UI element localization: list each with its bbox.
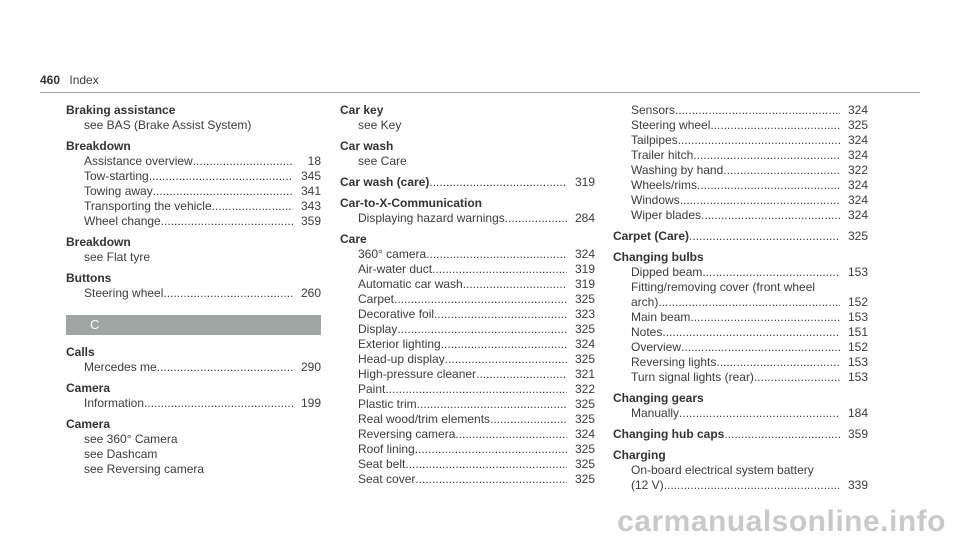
page-number: 460 (40, 73, 61, 87)
index-term: Camera (66, 381, 111, 395)
page-ref[interactable]: 199 (300, 396, 321, 410)
subentry-label: Displaying hazard warnings (358, 211, 505, 225)
dot-leader (693, 148, 840, 163)
see-reference: see Reversing camera (84, 462, 205, 476)
index-subentry[interactable] (613, 193, 868, 208)
index-subentry[interactable] (613, 148, 868, 163)
subentry-label: Assistance overview (84, 154, 193, 168)
index-subentry[interactable] (613, 406, 868, 421)
index-subentry[interactable] (66, 396, 321, 411)
index-subentry[interactable] (66, 286, 321, 301)
subentry-label: Steering wheel (631, 118, 711, 132)
dot-leader (701, 208, 840, 223)
subentry-label: Wheel change (84, 214, 161, 228)
subentry-label: Plastic trim (358, 397, 417, 411)
index-subentry[interactable] (613, 295, 868, 310)
index-entry (340, 175, 595, 190)
dot-leader (710, 118, 840, 133)
page-ref[interactable]: 153 (847, 370, 868, 384)
page-ref[interactable]: 151 (847, 325, 868, 339)
dot-leader (662, 325, 840, 340)
subentry-label: Windows (631, 193, 680, 207)
dot-leader (434, 307, 567, 322)
index-subentry[interactable] (340, 442, 595, 457)
subentry-label: High-pressure cleaner (358, 367, 477, 381)
page-ref[interactable]: 18 (307, 154, 321, 168)
index-entry (66, 381, 321, 411)
index-entry (340, 103, 595, 133)
dot-leader (212, 199, 293, 214)
page-header-title: Index (69, 73, 99, 87)
subentry-label: (12 V) (631, 478, 664, 492)
page-ref[interactable]: 341 (300, 184, 321, 198)
index-term: Camera (66, 417, 111, 431)
dot-leader (678, 133, 840, 148)
page-ref[interactable]: 152 (847, 340, 868, 354)
page-ref[interactable]: 153 (847, 310, 868, 324)
dot-leader (664, 478, 840, 493)
index-entry (613, 427, 868, 442)
index-subentry[interactable] (613, 208, 868, 223)
index-subentry[interactable] (340, 427, 595, 442)
index-subentry[interactable] (613, 370, 868, 385)
dot-leader (445, 352, 567, 367)
dot-leader (476, 367, 567, 382)
index-entry (340, 139, 595, 169)
index-subentry[interactable] (613, 118, 868, 133)
page-ref[interactable]: 153 (847, 355, 868, 369)
index-term: Car wash (340, 139, 394, 153)
page-ref[interactable]: 325 (574, 352, 595, 366)
page-ref[interactable]: 324 (847, 178, 868, 192)
index-entry (340, 232, 595, 487)
index-subentry[interactable] (613, 325, 868, 340)
page-ref[interactable]: 284 (574, 211, 595, 225)
dot-leader (702, 265, 840, 280)
index-entry (613, 229, 868, 244)
index-term: Car wash (care) (340, 175, 430, 189)
dot-leader (754, 370, 840, 385)
see-reference: see Care (358, 154, 407, 168)
page-ref[interactable]: 152 (847, 295, 868, 309)
index-term: Carpet (Care) (613, 229, 690, 243)
subentry-label: Tailpipes (631, 133, 678, 147)
dot-leader (690, 310, 840, 325)
subentry-label: Transporting the vehicle (84, 199, 212, 213)
index-term: Charging (613, 448, 666, 462)
dot-leader (385, 382, 567, 397)
subentry-label: Seat belt (358, 457, 406, 471)
index-term: Car-to-X-Communication (340, 196, 482, 210)
subentry-label: Real wood/trim elements (358, 412, 491, 426)
index-entry (613, 448, 868, 493)
dot-leader (455, 427, 567, 442)
index-term: Breakdown (66, 139, 131, 153)
subentry-label: Reversing lights (631, 355, 717, 369)
dot-leader (681, 340, 840, 355)
subentry-label: arch) (631, 295, 659, 309)
page-ref[interactable]: 319 (574, 262, 595, 276)
index-entry (340, 196, 595, 226)
index-subentry[interactable] (613, 340, 868, 355)
page-ref[interactable]: 322 (847, 163, 868, 177)
index-subentry[interactable] (340, 292, 595, 307)
section-letter-bar: C (66, 315, 321, 335)
dot-leader (441, 337, 567, 352)
page-ref[interactable]: 343 (300, 199, 321, 213)
index-entry (66, 271, 321, 301)
dot-leader (505, 211, 567, 226)
page-ref[interactable]: 359 (847, 427, 868, 441)
page-ref[interactable]: 339 (847, 478, 868, 492)
subentry-label: Air-water duct (358, 262, 433, 276)
subentry-label: Paint (358, 382, 386, 396)
index-subentry[interactable] (340, 247, 595, 262)
index-term: Breakdown (66, 235, 131, 249)
page-ref[interactable]: 324 (847, 193, 868, 207)
subentry-label: Steering wheel (84, 286, 164, 300)
subentry-label: Dipped beam (631, 265, 703, 279)
page-header (40, 73, 99, 88)
index-subentry[interactable] (340, 472, 595, 487)
see-reference: see Key (358, 118, 402, 132)
page-ref[interactable]: 324 (574, 247, 595, 261)
dot-leader (397, 322, 567, 337)
page-ref[interactable]: 325 (574, 472, 595, 486)
subentry-label: Exterior lighting (358, 337, 441, 351)
page-ref[interactable]: 345 (300, 169, 321, 183)
subentry-label: Reversing camera (358, 427, 456, 441)
index-term: Changing gears (613, 391, 704, 405)
subentry-label: Main beam (631, 310, 691, 324)
subentry-label: Head-up display (358, 352, 445, 366)
index-subentry[interactable] (613, 310, 868, 325)
index-subentry[interactable] (340, 262, 595, 277)
subentry-label: Washing by hand (631, 163, 724, 177)
dot-leader (161, 214, 293, 229)
dot-leader (394, 292, 567, 307)
page-ref[interactable]: 325 (574, 442, 595, 456)
subentry-label: Towing away (84, 184, 153, 198)
index-subentry[interactable] (66, 199, 321, 214)
index-subentry[interactable] (66, 214, 321, 229)
index-subentry[interactable] (340, 457, 595, 472)
dot-leader (463, 277, 567, 292)
index-entry (66, 235, 321, 265)
index-term-row[interactable] (613, 229, 868, 244)
index-entry (66, 345, 321, 375)
page-ref[interactable]: 323 (574, 307, 595, 321)
subentry-label: Display (358, 322, 398, 336)
watermark: carmanualsonline.info (617, 505, 946, 538)
index-subentry[interactable] (613, 103, 868, 118)
subentry-label: Trailer hitch (631, 148, 694, 162)
dot-leader (723, 163, 840, 178)
page-ref[interactable]: 325 (574, 412, 595, 426)
index-subentry[interactable] (340, 337, 595, 352)
dot-leader (417, 397, 567, 412)
page-ref[interactable]: 319 (574, 175, 595, 189)
page-ref[interactable]: 325 (574, 397, 595, 411)
dot-leader (716, 355, 840, 370)
subentry-label: Wiper blades (631, 208, 702, 222)
subentry-label: Information (84, 396, 145, 410)
dot-leader (405, 457, 567, 472)
index-subentry[interactable] (613, 478, 868, 493)
index-term: Buttons (66, 271, 112, 285)
index-column-1 (66, 103, 321, 483)
index-term: Care (340, 232, 367, 246)
index-subentry[interactable] (340, 397, 595, 412)
subentry-label-wrapped: Fitting/removing cover (front wheel (631, 280, 816, 294)
index-entry (613, 250, 868, 385)
dot-leader (415, 442, 567, 457)
subentry-label: Mercedes me (84, 360, 157, 374)
index-subentry[interactable] (340, 277, 595, 292)
subentry-label: Carpet (358, 292, 395, 306)
dot-leader (724, 427, 840, 442)
page-ref[interactable]: 324 (847, 133, 868, 147)
see-reference: see BAS (Brake Assist System) (84, 118, 252, 132)
index-entry (613, 391, 868, 421)
header-divider (40, 92, 920, 93)
dot-leader (144, 396, 293, 411)
subentry-label: 360° camera (358, 247, 427, 261)
index-subentry[interactable] (613, 178, 868, 193)
dot-leader (697, 178, 840, 193)
index-term: Changing bulbs (613, 250, 704, 264)
dot-leader (426, 247, 567, 262)
dot-leader (149, 169, 293, 184)
page-ref[interactable]: 290 (300, 360, 321, 374)
page-ref[interactable]: 324 (574, 337, 595, 351)
page-ref[interactable]: 325 (574, 322, 595, 336)
subentry-label: Notes (631, 325, 663, 339)
index-subentry[interactable] (613, 163, 868, 178)
index-term: Calls (66, 345, 95, 359)
dot-leader (680, 193, 840, 208)
index-subentry[interactable] (340, 352, 595, 367)
dot-leader (429, 175, 567, 190)
index-subentry[interactable] (340, 322, 595, 337)
see-reference: see Flat tyre (84, 250, 151, 264)
page-ref[interactable]: 324 (847, 148, 868, 162)
index-subentry[interactable] (66, 360, 321, 375)
index-term-row[interactable] (613, 427, 868, 442)
index-subentry[interactable] (66, 169, 321, 184)
dot-leader (689, 229, 840, 244)
page-ref[interactable]: 324 (847, 103, 868, 117)
index-column-2 (340, 103, 595, 493)
index-subentry[interactable] (613, 265, 868, 280)
dot-leader (153, 184, 293, 199)
index-entry (66, 417, 321, 477)
subentry-label: Seat cover (358, 472, 416, 486)
subentry-label: Automatic car wash (358, 277, 463, 291)
index-subentry[interactable] (340, 367, 595, 382)
index-entry-continued (613, 103, 868, 223)
dot-leader (658, 295, 840, 310)
subentry-label: Overview (631, 340, 682, 354)
subentry-label: Manually (631, 406, 680, 420)
page-ref[interactable]: 325 (847, 118, 868, 132)
index-subentry[interactable] (340, 211, 595, 226)
index-subentry[interactable] (340, 382, 595, 397)
dot-leader (157, 360, 293, 375)
index-term: Car key (340, 103, 384, 117)
page-ref[interactable]: 319 (574, 277, 595, 291)
dot-leader (679, 406, 840, 421)
page-ref[interactable]: 325 (847, 229, 868, 243)
index-subentry[interactable] (340, 412, 595, 427)
page-ref[interactable]: 325 (574, 292, 595, 306)
dot-leader (675, 103, 840, 118)
index-term: Changing hub caps (613, 427, 725, 441)
dot-leader (432, 262, 567, 277)
page-ref[interactable]: 359 (300, 214, 321, 228)
page-ref[interactable]: 260 (300, 286, 321, 300)
page-ref[interactable]: 322 (574, 382, 595, 396)
dot-leader (415, 472, 567, 487)
page-ref[interactable]: 325 (574, 457, 595, 471)
index-entry (66, 103, 321, 133)
subentry-label: Roof lining (358, 442, 415, 456)
dot-leader (163, 286, 293, 301)
subentry-label: Sensors (631, 103, 676, 117)
subentry-label: Turn signal lights (rear) (631, 370, 754, 384)
subentry-label-wrapped: On-board electrical system battery (631, 463, 814, 477)
dot-leader (193, 154, 293, 169)
index-entry (66, 139, 321, 229)
index-subentry[interactable] (340, 307, 595, 322)
index-subentry[interactable] (66, 184, 321, 199)
index-term: Braking assistance (66, 103, 176, 117)
dot-leader (490, 412, 567, 427)
subentry-label: Decorative foil (358, 307, 435, 321)
index-subentry[interactable] (613, 355, 868, 370)
see-reference: see 360° Camera (84, 432, 178, 446)
page-ref[interactable]: 321 (574, 367, 595, 381)
index-subentry[interactable] (66, 154, 321, 169)
see-reference: see Dashcam (84, 447, 158, 461)
subentry-label: Tow-starting (84, 169, 149, 183)
index-subentry[interactable] (613, 133, 868, 148)
page-ref[interactable]: 324 (847, 208, 868, 222)
page-ref[interactable]: 153 (847, 265, 868, 279)
index-term-row[interactable] (340, 175, 595, 190)
page-ref[interactable]: 324 (574, 427, 595, 441)
index-column-3 (613, 103, 868, 499)
subentry-label: Wheels/rims (631, 178, 698, 192)
page-ref[interactable]: 184 (847, 406, 868, 420)
